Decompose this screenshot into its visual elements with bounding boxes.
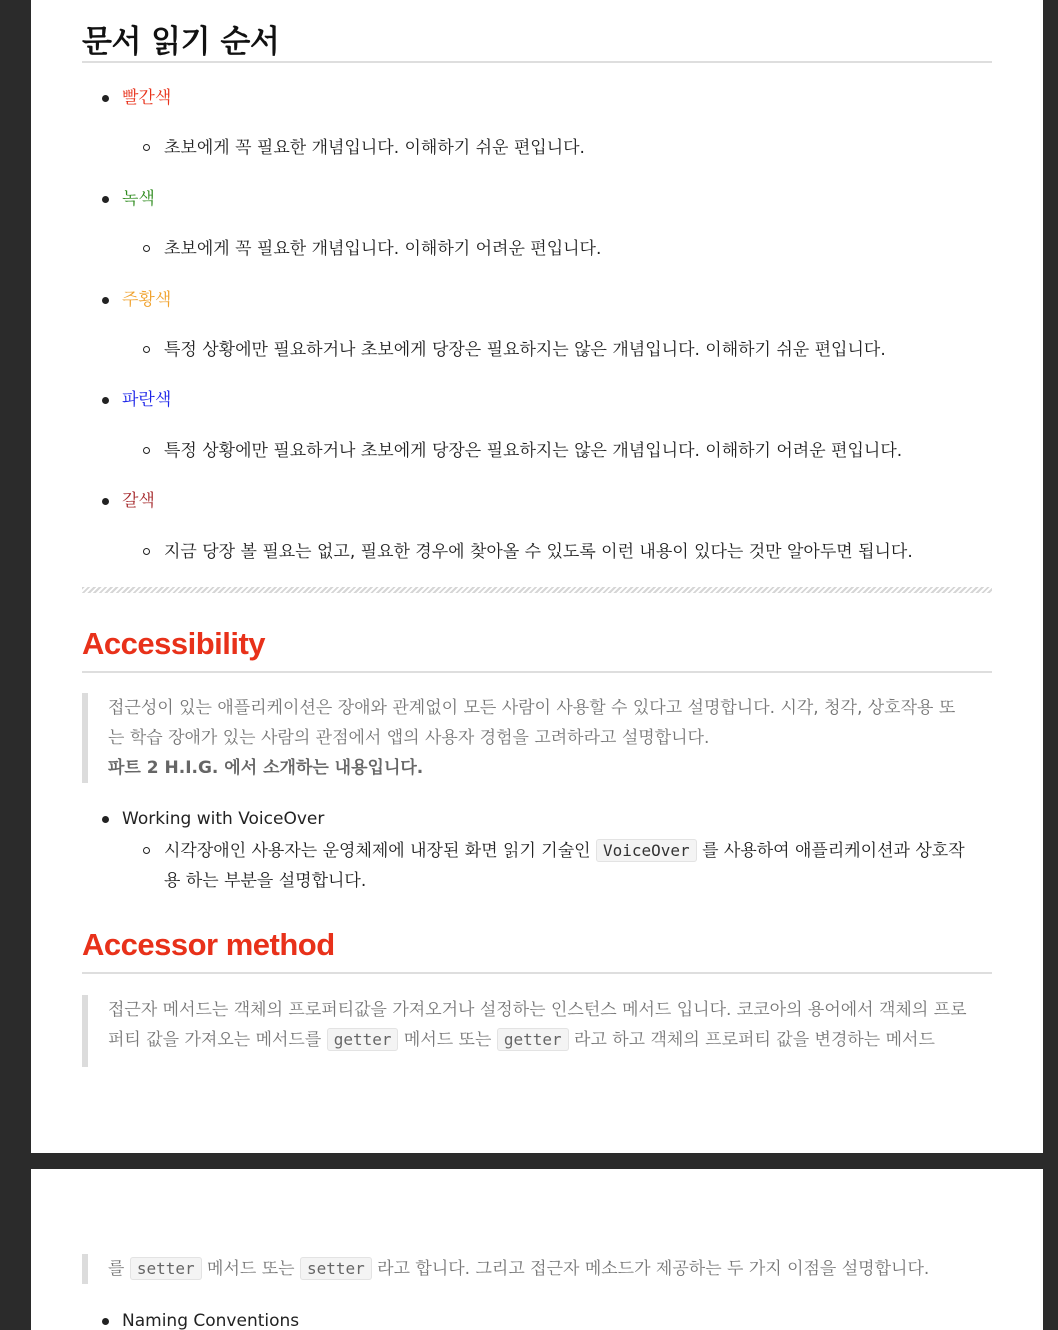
description-text: 특정 상황에만 필요하거나 초보에게 당장은 필요하지는 않은 개념입니다. 이해하기 어려운 편입니다. [164,441,903,461]
color-label: 녹색 [122,189,155,209]
color-label: 갈색 [122,491,155,511]
description-text: 특정 상황에만 필요하거나 초보에게 당장은 필요하지는 않은 개념입니다. 이해하기 쉬운 편입니다. [164,340,886,360]
heading-rule [82,972,992,974]
quote-text: 를 [108,1259,125,1279]
color-legend-item [122,86,171,110]
reading-order-heading: 문서 읽기 순서 [82,24,280,60]
quote-text: 메서드 또는 [207,1259,295,1279]
color-legend-item [122,288,171,312]
circle-bullet-icon [143,548,150,555]
bullet-icon [102,498,109,505]
bullet-icon [102,95,109,102]
quote-text: 라고 합니다. 그리고 접근자 메소드가 제공하는 두 가지 이점을 설명합니다. [377,1259,930,1279]
item-label: Naming Conventions [122,1311,300,1330]
accessor-quote-continued [82,1254,988,1284]
bullet-icon [102,196,109,203]
quote-text: 라고 하고 객체의 프로퍼티 값을 변경하는 메서드 [574,1030,935,1050]
color-legend-item [122,187,155,211]
quote-text: 퍼티 값을 가져오는 메서드를 [108,1030,322,1050]
description-text: 초보에게 꼭 필요한 개념입니다. 이해하기 쉬운 편입니다. [164,138,585,158]
quote-line: 는 학습 장애가 있는 사람의 관점에서 앱의 사용자 경험을 고려하라고 설명합니다. [108,728,710,748]
color-label: 빨간색 [122,88,172,108]
sub-text: 용 하는 부분을 설명합니다. [164,871,367,891]
circle-bullet-icon [143,847,150,854]
accessibility-heading: Accessibility [82,626,266,661]
accessor-heading: Accessor method [82,927,335,962]
inline-code: setter [300,1257,372,1280]
accessor-quote [82,995,988,1067]
description-text: 초보에게 꼭 필요한 개념입니다. 이해하기 어려운 편입니다. [164,239,602,259]
section-divider [82,587,992,593]
document-page-2 [31,1169,1043,1330]
document-page-1 [31,0,1043,1153]
item-label: Working with VoiceOver [122,809,325,829]
inline-code: setter [130,1257,202,1280]
color-description [164,136,585,160]
quote-bold: 파트 2 H.I.G. 에서 소개하는 내용입니다. [108,758,424,778]
sub-list-item [164,836,994,896]
circle-bullet-icon [143,245,150,252]
heading-rule [82,671,992,673]
bullet-icon [102,397,109,404]
bullet-icon [102,816,109,823]
quote-line: 접근자 메서드는 객체의 프로퍼티값을 가져오거나 설정하는 인스턴스 메서드 입니다. 코코아의 용어에서 객체의 프로 [108,1000,967,1020]
bullet-icon [102,297,109,304]
list-item [122,1309,299,1330]
sub-text: 시각장애인 사용자는 운영체제에 내장된 화면 읽기 기술인 [164,841,591,861]
circle-bullet-icon [143,346,150,353]
inline-code: VoiceOver [596,839,697,862]
color-legend-item [122,489,155,513]
list-item [122,807,324,831]
accessibility-quote [82,693,988,783]
quote-text: 메서드 또는 [403,1030,492,1050]
color-description [164,338,886,362]
inline-code: getter [497,1028,569,1051]
color-label: 주황색 [122,290,172,310]
description-text: 지금 당장 볼 필요는 없고, 필요한 경우에 찾아올 수 있도록 이런 내용이 있다는 것만 알아두면 됩니다. [164,542,913,562]
color-description [164,540,913,564]
bullet-icon [102,1318,109,1325]
color-label: 파란색 [122,390,172,410]
color-description [164,237,601,261]
quote-line: 접근성이 있는 애플리케이션은 장애와 관계없이 모든 사람이 사용할 수 있다고 설명합니다. 시각, 청각, 상호작용 또 [108,698,956,718]
circle-bullet-icon [143,447,150,454]
heading-rule [82,61,992,63]
color-description [164,439,902,463]
circle-bullet-icon [143,144,150,151]
sub-text: 를 사용하여 애플리케이션과 상호작 [702,841,965,861]
quote-line [108,1025,988,1055]
color-legend-item [122,388,171,412]
inline-code: getter [327,1028,399,1051]
